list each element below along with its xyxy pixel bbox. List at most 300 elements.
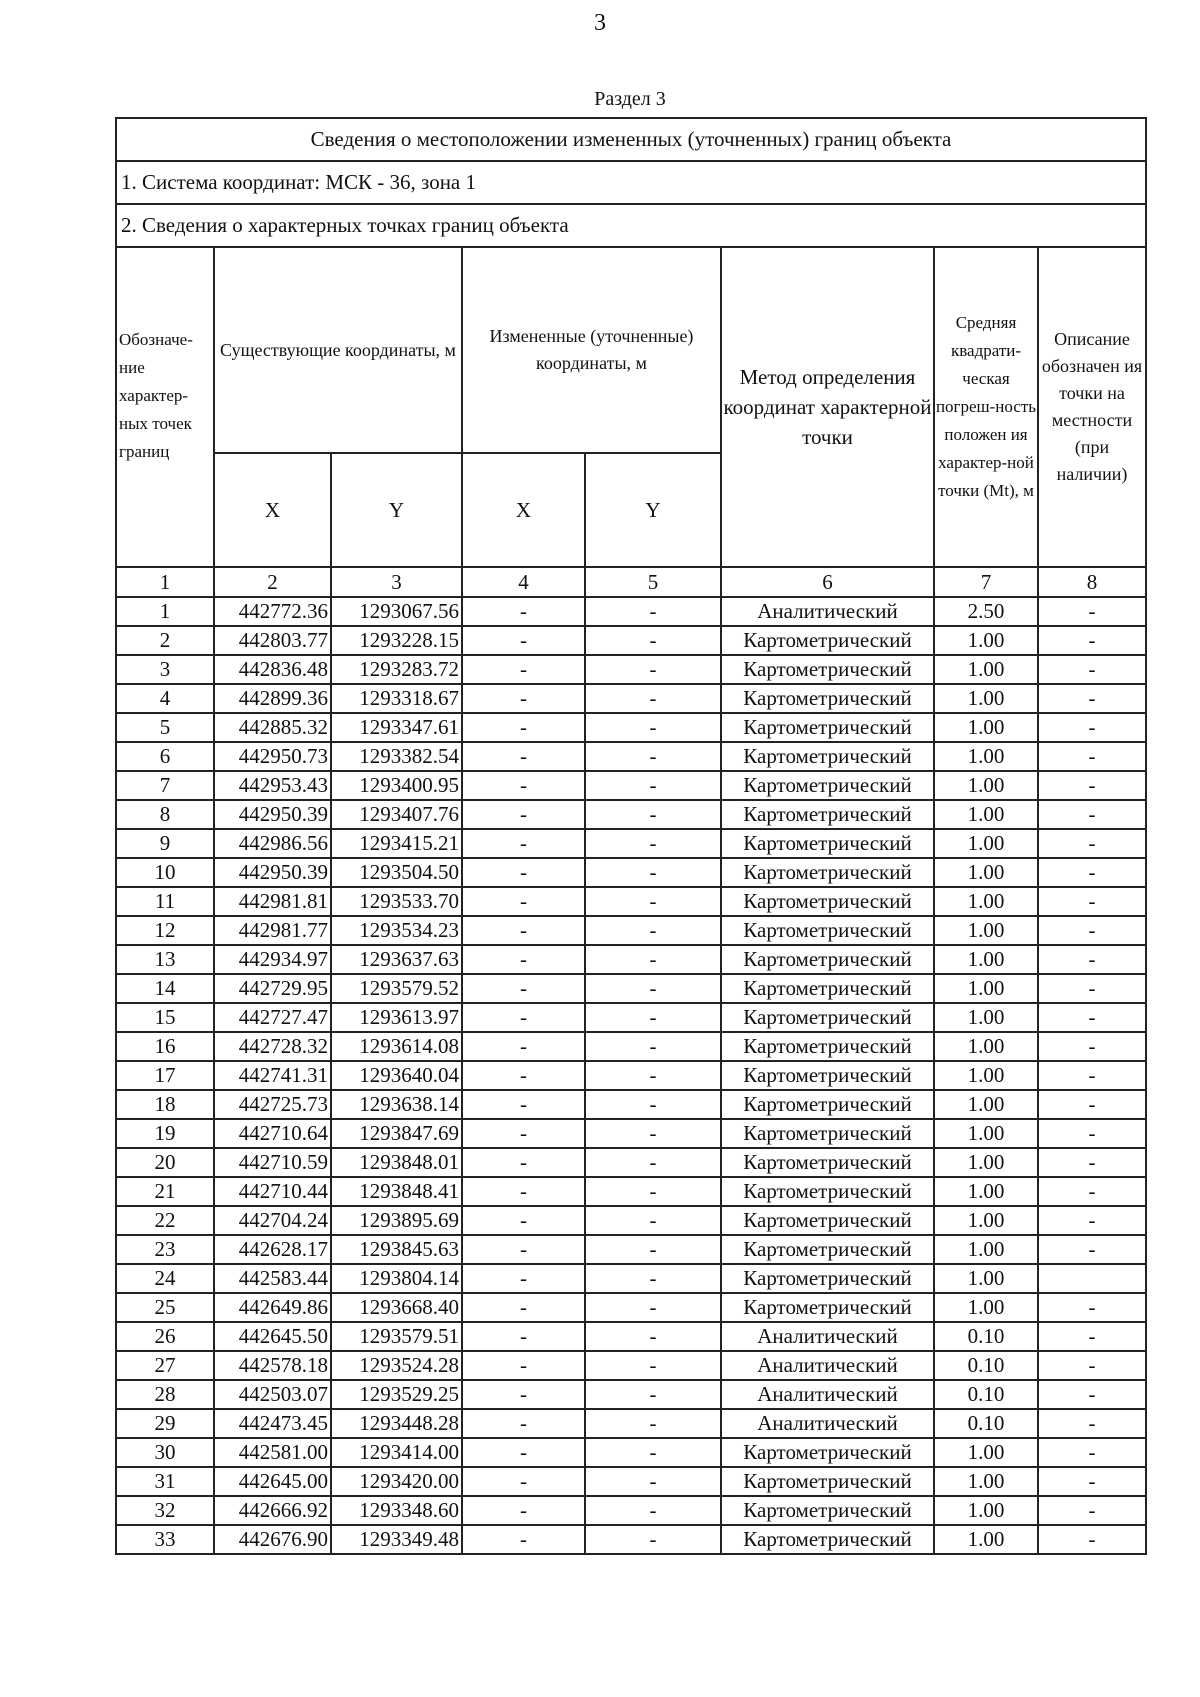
cell-existing-y: 1293638.14 bbox=[331, 1090, 462, 1119]
cell-changed-x: - bbox=[462, 800, 585, 829]
cell-error: 1.00 bbox=[934, 829, 1038, 858]
cell-description: - bbox=[1038, 945, 1146, 974]
cell-method: Картометрический bbox=[721, 1438, 934, 1467]
cell-description: - bbox=[1038, 626, 1146, 655]
column-number: 7 bbox=[934, 567, 1038, 597]
table-row bbox=[116, 1351, 1146, 1380]
cell-existing-y: 1293533.70 bbox=[331, 887, 462, 916]
cell-method: Картометрический bbox=[721, 1032, 934, 1061]
cell-existing-x: 442899.36 bbox=[214, 684, 331, 713]
cell-existing-x: 442473.45 bbox=[214, 1409, 331, 1438]
cell-error: 1.00 bbox=[934, 626, 1038, 655]
cell-existing-y: 1293668.40 bbox=[331, 1293, 462, 1322]
cell-changed-y: - bbox=[585, 1525, 721, 1554]
cell-error: 1.00 bbox=[934, 1438, 1038, 1467]
cell-point-id: 27 bbox=[116, 1351, 214, 1380]
cell-existing-x: 442666.92 bbox=[214, 1496, 331, 1525]
cell-point-id: 32 bbox=[116, 1496, 214, 1525]
table-row bbox=[116, 1032, 1146, 1061]
cell-method: Картометрический bbox=[721, 1148, 934, 1177]
cell-description: - bbox=[1038, 1148, 1146, 1177]
cell-changed-x: - bbox=[462, 1032, 585, 1061]
cell-changed-y: - bbox=[585, 945, 721, 974]
cell-changed-y: - bbox=[585, 1351, 721, 1380]
cell-description: - bbox=[1038, 1496, 1146, 1525]
cell-point-id: 13 bbox=[116, 945, 214, 974]
cell-point-id: 5 bbox=[116, 713, 214, 742]
cell-changed-x: - bbox=[462, 1235, 585, 1264]
table-row bbox=[116, 1264, 1146, 1293]
cell-method: Картометрический bbox=[721, 1119, 934, 1148]
cell-error: 0.10 bbox=[934, 1322, 1038, 1351]
cell-method: Картометрический bbox=[721, 655, 934, 684]
cell-existing-x: 442986.56 bbox=[214, 829, 331, 858]
column-number: 8 bbox=[1038, 567, 1146, 597]
cell-existing-x: 442836.48 bbox=[214, 655, 331, 684]
cell-existing-x: 442503.07 bbox=[214, 1380, 331, 1409]
cell-changed-x: - bbox=[462, 1003, 585, 1032]
table-row bbox=[116, 1003, 1146, 1032]
cell-existing-x: 442710.44 bbox=[214, 1177, 331, 1206]
table-row bbox=[116, 945, 1146, 974]
cell-error: 1.00 bbox=[934, 974, 1038, 1003]
cell-existing-x: 442981.77 bbox=[214, 916, 331, 945]
table-row bbox=[116, 829, 1146, 858]
column-number: 1 bbox=[116, 567, 214, 597]
table-row bbox=[116, 655, 1146, 684]
column-number: 6 bbox=[721, 567, 934, 597]
cell-method: Картометрический bbox=[721, 1525, 934, 1554]
cell-changed-y: - bbox=[585, 771, 721, 800]
cell-method: Картометрический bbox=[721, 1293, 934, 1322]
cell-existing-x: 442727.47 bbox=[214, 1003, 331, 1032]
cell-description: - bbox=[1038, 858, 1146, 887]
cell-changed-y: - bbox=[585, 684, 721, 713]
cell-changed-x: - bbox=[462, 829, 585, 858]
cell-existing-y: 1293637.63 bbox=[331, 945, 462, 974]
cell-existing-x: 442704.24 bbox=[214, 1206, 331, 1235]
table-row bbox=[116, 1061, 1146, 1090]
cell-error: 1.00 bbox=[934, 684, 1038, 713]
cell-existing-x: 442953.43 bbox=[214, 771, 331, 800]
cell-description: - bbox=[1038, 1380, 1146, 1409]
cell-method: Аналитический bbox=[721, 1380, 934, 1409]
cell-description: - bbox=[1038, 1003, 1146, 1032]
column-number: 5 bbox=[585, 567, 721, 597]
table-row bbox=[116, 1206, 1146, 1235]
cell-point-id: 20 bbox=[116, 1148, 214, 1177]
cell-error: 1.00 bbox=[934, 1235, 1038, 1264]
cell-changed-y: - bbox=[585, 1061, 721, 1090]
cell-method: Картометрический bbox=[721, 1090, 934, 1119]
cell-existing-x: 442729.95 bbox=[214, 974, 331, 1003]
cell-changed-x: - bbox=[462, 655, 585, 684]
cell-point-id: 11 bbox=[116, 887, 214, 916]
cell-existing-y: 1293348.60 bbox=[331, 1496, 462, 1525]
table-title: Сведения о местоположении измененных (уточненных) границ объекта bbox=[116, 118, 1146, 161]
cell-description: - bbox=[1038, 1293, 1146, 1322]
cell-method: Картометрический bbox=[721, 626, 934, 655]
cell-changed-x: - bbox=[462, 1119, 585, 1148]
cell-description: - bbox=[1038, 684, 1146, 713]
cell-existing-y: 1293804.14 bbox=[331, 1264, 462, 1293]
cell-description: - bbox=[1038, 1322, 1146, 1351]
table-row bbox=[116, 1438, 1146, 1467]
header-changed-coords: Измененные (уточненные) координаты, м bbox=[462, 247, 721, 453]
table-row bbox=[116, 771, 1146, 800]
cell-error: 1.00 bbox=[934, 1206, 1038, 1235]
cell-changed-y: - bbox=[585, 1090, 721, 1119]
cell-changed-x: - bbox=[462, 974, 585, 1003]
cell-description: - bbox=[1038, 1409, 1146, 1438]
cell-description: - bbox=[1038, 1438, 1146, 1467]
cell-existing-y: 1293845.63 bbox=[331, 1235, 462, 1264]
cell-existing-x: 442645.00 bbox=[214, 1467, 331, 1496]
cell-changed-y: - bbox=[585, 1293, 721, 1322]
cell-existing-x: 442583.44 bbox=[214, 1264, 331, 1293]
cell-description: - bbox=[1038, 1061, 1146, 1090]
cell-changed-y: - bbox=[585, 974, 721, 1003]
cell-changed-x: - bbox=[462, 626, 585, 655]
cell-existing-y: 1293534.23 bbox=[331, 916, 462, 945]
header-description: Описание обозначен ия точки на местности (при наличии) bbox=[1038, 247, 1146, 567]
cell-changed-y: - bbox=[585, 858, 721, 887]
section-label: Раздел 3 bbox=[594, 88, 666, 110]
cell-method: Картометрический bbox=[721, 1235, 934, 1264]
cell-point-id: 21 bbox=[116, 1177, 214, 1206]
table-row bbox=[116, 684, 1146, 713]
cell-changed-x: - bbox=[462, 1293, 585, 1322]
cell-existing-y: 1293504.50 bbox=[331, 858, 462, 887]
cell-existing-x: 442676.90 bbox=[214, 1525, 331, 1554]
table-row bbox=[116, 1380, 1146, 1409]
cell-error: 1.00 bbox=[934, 1264, 1038, 1293]
cell-point-id: 30 bbox=[116, 1438, 214, 1467]
cell-changed-x: - bbox=[462, 742, 585, 771]
cell-changed-y: - bbox=[585, 1032, 721, 1061]
cell-existing-x: 442645.50 bbox=[214, 1322, 331, 1351]
cell-description: - bbox=[1038, 829, 1146, 858]
cell-existing-y: 1293614.08 bbox=[331, 1032, 462, 1061]
cell-changed-x: - bbox=[462, 1438, 585, 1467]
cell-existing-x: 442728.32 bbox=[214, 1032, 331, 1061]
header-changed-x: X bbox=[462, 453, 585, 567]
cell-point-id: 12 bbox=[116, 916, 214, 945]
cell-point-id: 24 bbox=[116, 1264, 214, 1293]
cell-existing-y: 1293448.28 bbox=[331, 1409, 462, 1438]
cell-existing-x: 442578.18 bbox=[214, 1351, 331, 1380]
header-error: Средняя квадрати-ческая погреш-ность положен ия характер-ной точки (Mt), м bbox=[934, 247, 1038, 567]
cell-error: 0.10 bbox=[934, 1409, 1038, 1438]
cell-error: 0.10 bbox=[934, 1380, 1038, 1409]
cell-point-id: 9 bbox=[116, 829, 214, 858]
cell-point-id: 1 bbox=[116, 597, 214, 626]
cell-changed-y: - bbox=[585, 1206, 721, 1235]
cell-point-id: 7 bbox=[116, 771, 214, 800]
cell-changed-y: - bbox=[585, 626, 721, 655]
cell-point-id: 29 bbox=[116, 1409, 214, 1438]
cell-point-id: 2 bbox=[116, 626, 214, 655]
column-number: 3 bbox=[331, 567, 462, 597]
cell-changed-y: - bbox=[585, 713, 721, 742]
cell-point-id: 17 bbox=[116, 1061, 214, 1090]
table-row bbox=[116, 742, 1146, 771]
cell-changed-x: - bbox=[462, 713, 585, 742]
cell-description: - bbox=[1038, 916, 1146, 945]
cell-existing-y: 1293318.67 bbox=[331, 684, 462, 713]
cell-error: 1.00 bbox=[934, 1177, 1038, 1206]
column-numbers-row bbox=[116, 567, 1146, 597]
cell-method: Картометрический bbox=[721, 800, 934, 829]
cell-method: Картометрический bbox=[721, 858, 934, 887]
cell-changed-x: - bbox=[462, 1264, 585, 1293]
cell-description bbox=[1038, 1264, 1146, 1293]
cell-changed-y: - bbox=[585, 1438, 721, 1467]
cell-existing-x: 442710.64 bbox=[214, 1119, 331, 1148]
cell-changed-y: - bbox=[585, 1235, 721, 1264]
boundary-points-table bbox=[115, 117, 1147, 1555]
cell-method: Картометрический bbox=[721, 945, 934, 974]
cell-existing-x: 442741.31 bbox=[214, 1061, 331, 1090]
cell-existing-x: 442725.73 bbox=[214, 1090, 331, 1119]
cell-changed-y: - bbox=[585, 1119, 721, 1148]
table-row bbox=[116, 597, 1146, 626]
cell-point-id: 28 bbox=[116, 1380, 214, 1409]
cell-description: - bbox=[1038, 655, 1146, 684]
cell-method: Картометрический bbox=[721, 1061, 934, 1090]
cell-error: 1.00 bbox=[934, 800, 1038, 829]
cell-description: - bbox=[1038, 974, 1146, 1003]
table-row bbox=[116, 1409, 1146, 1438]
cell-existing-y: 1293349.48 bbox=[331, 1525, 462, 1554]
cell-error: 1.00 bbox=[934, 1032, 1038, 1061]
cell-changed-y: - bbox=[585, 800, 721, 829]
table-row bbox=[116, 713, 1146, 742]
cell-point-id: 18 bbox=[116, 1090, 214, 1119]
cell-method: Картометрический bbox=[721, 1206, 934, 1235]
cell-description: - bbox=[1038, 597, 1146, 626]
cell-changed-x: - bbox=[462, 916, 585, 945]
cell-method: Картометрический bbox=[721, 1264, 934, 1293]
table-row bbox=[116, 1525, 1146, 1554]
cell-description: - bbox=[1038, 1119, 1146, 1148]
cell-method: Картометрический bbox=[721, 916, 934, 945]
cell-existing-y: 1293067.56 bbox=[331, 597, 462, 626]
cell-existing-y: 1293415.21 bbox=[331, 829, 462, 858]
cell-error: 1.00 bbox=[934, 713, 1038, 742]
cell-changed-y: - bbox=[585, 655, 721, 684]
cell-description: - bbox=[1038, 713, 1146, 742]
cell-description: - bbox=[1038, 1206, 1146, 1235]
cell-point-id: 10 bbox=[116, 858, 214, 887]
coordinate-system: 1. Система координат: МСК - 36, зона 1 bbox=[116, 161, 1146, 204]
cell-existing-y: 1293848.01 bbox=[331, 1148, 462, 1177]
cell-changed-x: - bbox=[462, 1090, 585, 1119]
cell-changed-x: - bbox=[462, 1061, 585, 1090]
cell-changed-x: - bbox=[462, 1409, 585, 1438]
cell-error: 1.00 bbox=[934, 771, 1038, 800]
cell-changed-x: - bbox=[462, 1177, 585, 1206]
cell-description: - bbox=[1038, 1467, 1146, 1496]
table-row bbox=[116, 1293, 1146, 1322]
cell-existing-x: 442950.39 bbox=[214, 858, 331, 887]
table-row bbox=[116, 1496, 1146, 1525]
table-row bbox=[116, 858, 1146, 887]
cell-changed-x: - bbox=[462, 1380, 585, 1409]
cell-changed-x: - bbox=[462, 1148, 585, 1177]
cell-changed-y: - bbox=[585, 916, 721, 945]
table-row bbox=[116, 974, 1146, 1003]
points-subtitle: 2. Сведения о характерных точках границ объекта bbox=[116, 204, 1146, 247]
cell-error: 1.00 bbox=[934, 1525, 1038, 1554]
cell-description: - bbox=[1038, 742, 1146, 771]
cell-error: 1.00 bbox=[934, 858, 1038, 887]
cell-point-id: 14 bbox=[116, 974, 214, 1003]
cell-method: Картометрический bbox=[721, 1496, 934, 1525]
cell-method: Картометрический bbox=[721, 829, 934, 858]
cell-point-id: 33 bbox=[116, 1525, 214, 1554]
cell-changed-y: - bbox=[585, 1496, 721, 1525]
cell-changed-y: - bbox=[585, 1467, 721, 1496]
cell-error: 1.00 bbox=[934, 916, 1038, 945]
cell-error: 1.00 bbox=[934, 887, 1038, 916]
cell-method: Картометрический bbox=[721, 887, 934, 916]
header-existing-y: Y bbox=[331, 453, 462, 567]
cell-error: 1.00 bbox=[934, 1061, 1038, 1090]
cell-existing-y: 1293228.15 bbox=[331, 626, 462, 655]
cell-existing-x: 442950.73 bbox=[214, 742, 331, 771]
cell-method: Картометрический bbox=[721, 742, 934, 771]
table-row bbox=[116, 1148, 1146, 1177]
cell-description: - bbox=[1038, 1525, 1146, 1554]
cell-changed-x: - bbox=[462, 684, 585, 713]
cell-error: 2.50 bbox=[934, 597, 1038, 626]
cell-existing-y: 1293283.72 bbox=[331, 655, 462, 684]
cell-changed-x: - bbox=[462, 1351, 585, 1380]
cell-existing-x: 442885.32 bbox=[214, 713, 331, 742]
cell-existing-x: 442710.59 bbox=[214, 1148, 331, 1177]
cell-changed-x: - bbox=[462, 887, 585, 916]
cell-method: Картометрический bbox=[721, 684, 934, 713]
table-row bbox=[116, 916, 1146, 945]
header-existing-x: X bbox=[214, 453, 331, 567]
cell-existing-x: 442950.39 bbox=[214, 800, 331, 829]
cell-changed-y: - bbox=[585, 829, 721, 858]
cell-existing-y: 1293848.41 bbox=[331, 1177, 462, 1206]
cell-description: - bbox=[1038, 1177, 1146, 1206]
table-row bbox=[116, 626, 1146, 655]
table-row bbox=[116, 1090, 1146, 1119]
cell-changed-y: - bbox=[585, 742, 721, 771]
table-row bbox=[116, 800, 1146, 829]
cell-existing-y: 1293347.61 bbox=[331, 713, 462, 742]
cell-method: Картометрический bbox=[721, 771, 934, 800]
cell-existing-y: 1293400.95 bbox=[331, 771, 462, 800]
cell-method: Аналитический bbox=[721, 1409, 934, 1438]
cell-error: 1.00 bbox=[934, 1467, 1038, 1496]
cell-existing-y: 1293613.97 bbox=[331, 1003, 462, 1032]
cell-existing-y: 1293847.69 bbox=[331, 1119, 462, 1148]
header-changed-y: Y bbox=[585, 453, 721, 567]
cell-point-id: 3 bbox=[116, 655, 214, 684]
cell-description: - bbox=[1038, 1032, 1146, 1061]
cell-method: Аналитический bbox=[721, 1351, 934, 1380]
cell-changed-y: - bbox=[585, 887, 721, 916]
cell-changed-y: - bbox=[585, 1177, 721, 1206]
cell-point-id: 22 bbox=[116, 1206, 214, 1235]
cell-point-id: 23 bbox=[116, 1235, 214, 1264]
cell-existing-y: 1293420.00 bbox=[331, 1467, 462, 1496]
table-row bbox=[116, 1467, 1146, 1496]
cell-error: 1.00 bbox=[934, 1119, 1038, 1148]
page-number: 3 bbox=[594, 10, 606, 36]
cell-description: - bbox=[1038, 1235, 1146, 1264]
cell-description: - bbox=[1038, 771, 1146, 800]
cell-method: Картометрический bbox=[721, 974, 934, 1003]
cell-description: - bbox=[1038, 1351, 1146, 1380]
cell-changed-x: - bbox=[462, 771, 585, 800]
cell-changed-y: - bbox=[585, 1322, 721, 1351]
cell-error: 1.00 bbox=[934, 945, 1038, 974]
cell-error: 1.00 bbox=[934, 742, 1038, 771]
cell-point-id: 8 bbox=[116, 800, 214, 829]
header-designation: Обозначе-ние характер-ных точек границ bbox=[116, 247, 214, 567]
cell-method: Картометрический bbox=[721, 1467, 934, 1496]
cell-changed-x: - bbox=[462, 1206, 585, 1235]
cell-error: 1.00 bbox=[934, 655, 1038, 684]
cell-existing-y: 1293895.69 bbox=[331, 1206, 462, 1235]
cell-point-id: 4 bbox=[116, 684, 214, 713]
cell-point-id: 16 bbox=[116, 1032, 214, 1061]
cell-changed-x: - bbox=[462, 597, 585, 626]
cell-changed-y: - bbox=[585, 1148, 721, 1177]
cell-existing-x: 442649.86 bbox=[214, 1293, 331, 1322]
cell-error: 1.00 bbox=[934, 1293, 1038, 1322]
cell-existing-y: 1293640.04 bbox=[331, 1061, 462, 1090]
cell-point-id: 19 bbox=[116, 1119, 214, 1148]
cell-changed-y: - bbox=[585, 1003, 721, 1032]
cell-point-id: 26 bbox=[116, 1322, 214, 1351]
cell-error: 1.00 bbox=[934, 1003, 1038, 1032]
cell-error: 0.10 bbox=[934, 1351, 1038, 1380]
cell-point-id: 25 bbox=[116, 1293, 214, 1322]
cell-changed-x: - bbox=[462, 1525, 585, 1554]
cell-method: Картометрический bbox=[721, 1003, 934, 1032]
table-row bbox=[116, 1119, 1146, 1148]
cell-method: Картометрический bbox=[721, 713, 934, 742]
cell-changed-x: - bbox=[462, 1322, 585, 1351]
cell-changed-y: - bbox=[585, 1380, 721, 1409]
cell-description: - bbox=[1038, 1090, 1146, 1119]
cell-point-id: 15 bbox=[116, 1003, 214, 1032]
cell-changed-x: - bbox=[462, 858, 585, 887]
cell-method: Аналитический bbox=[721, 1322, 934, 1351]
cell-changed-y: - bbox=[585, 597, 721, 626]
cell-existing-y: 1293529.25 bbox=[331, 1380, 462, 1409]
table-row bbox=[116, 1322, 1146, 1351]
cell-changed-x: - bbox=[462, 1496, 585, 1525]
cell-changed-x: - bbox=[462, 945, 585, 974]
cell-existing-y: 1293524.28 bbox=[331, 1351, 462, 1380]
cell-changed-y: - bbox=[585, 1409, 721, 1438]
cell-existing-x: 442981.81 bbox=[214, 887, 331, 916]
cell-existing-y: 1293579.51 bbox=[331, 1322, 462, 1351]
cell-existing-x: 442803.77 bbox=[214, 626, 331, 655]
table-row bbox=[116, 1177, 1146, 1206]
cell-error: 1.00 bbox=[934, 1148, 1038, 1177]
cell-existing-y: 1293414.00 bbox=[331, 1438, 462, 1467]
cell-point-id: 31 bbox=[116, 1467, 214, 1496]
